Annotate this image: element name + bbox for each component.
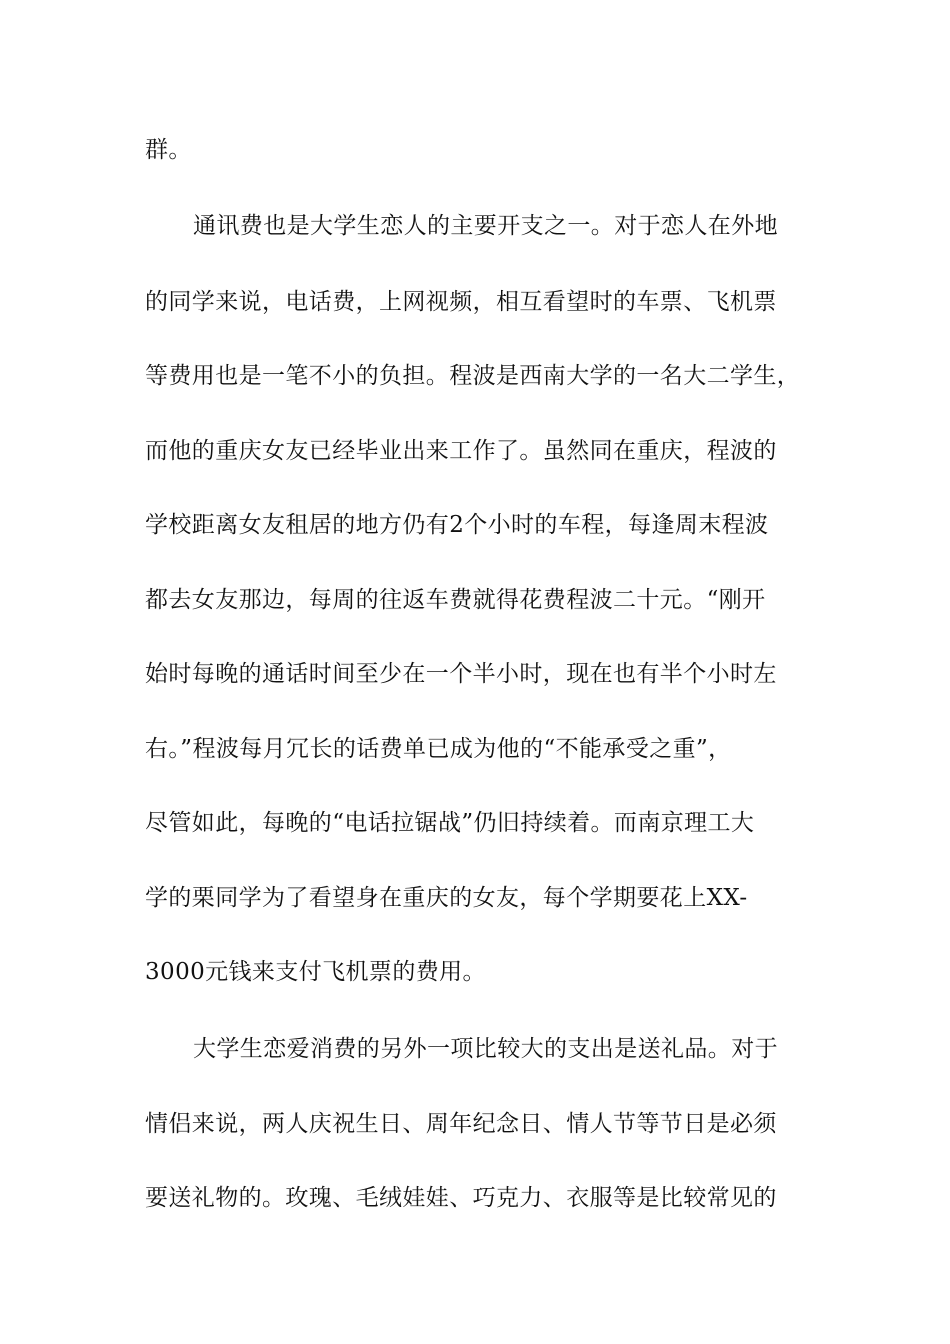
paragraph-3-line-1: 大学生恋爱消费的另外一项比较大的支出是送礼品。对于 bbox=[193, 1036, 778, 1062]
paragraph-2-line-2: 的同学来说，电话费，上网视频，相互看望时的车票、飞机票 bbox=[145, 289, 777, 315]
paragraph-2-line-8: 右。”程波每月冗长的话费单已成为他的“不能承受之重”， bbox=[145, 736, 732, 762]
paragraph-2-line-11: 3000元钱来支付飞机票的费用。 bbox=[145, 959, 486, 985]
paragraph-2-line-4: 而他的重庆女友已经毕业出来工作了。虽然同在重庆，程波的 bbox=[145, 438, 777, 464]
paragraph-2-line-9: 尽管如此，每晚的“电话拉锯战”仍旧持续着。而南京理工大 bbox=[145, 810, 755, 836]
paragraph-2-line-6: 都去女友那边，每周的往返车费就得花费程波二十元。“刚开 bbox=[145, 587, 766, 613]
paragraph-2-line-7: 始时每晚的通话时间至少在一个半小时，现在也有半个小时左 bbox=[145, 661, 777, 687]
paragraph-2-line-5: 学校距离女友租居的地方仍有2个小时的车程，每逢周末程波 bbox=[145, 512, 769, 538]
paragraph-2-line-10: 学的栗同学为了看望身在重庆的女友，每个学期要花上XX- bbox=[145, 885, 748, 911]
paragraph-3-line-2: 情侣来说，两人庆祝生日、周年纪念日、情人节等节日是必须 bbox=[145, 1111, 777, 1137]
paragraph-2-line-3: 等费用也是一笔不小的负担。程波是西南大学的一名大二学生， bbox=[145, 363, 801, 389]
text-line-1: 群。 bbox=[145, 137, 192, 163]
paragraph-2-line-1: 通讯费也是大学生恋人的主要开支之一。对于恋人在外地 bbox=[193, 213, 778, 239]
paragraph-3-line-3: 要送礼物的。玫瑰、毛绒娃娃、巧克力、衣服等是比较常见的 bbox=[145, 1185, 777, 1211]
